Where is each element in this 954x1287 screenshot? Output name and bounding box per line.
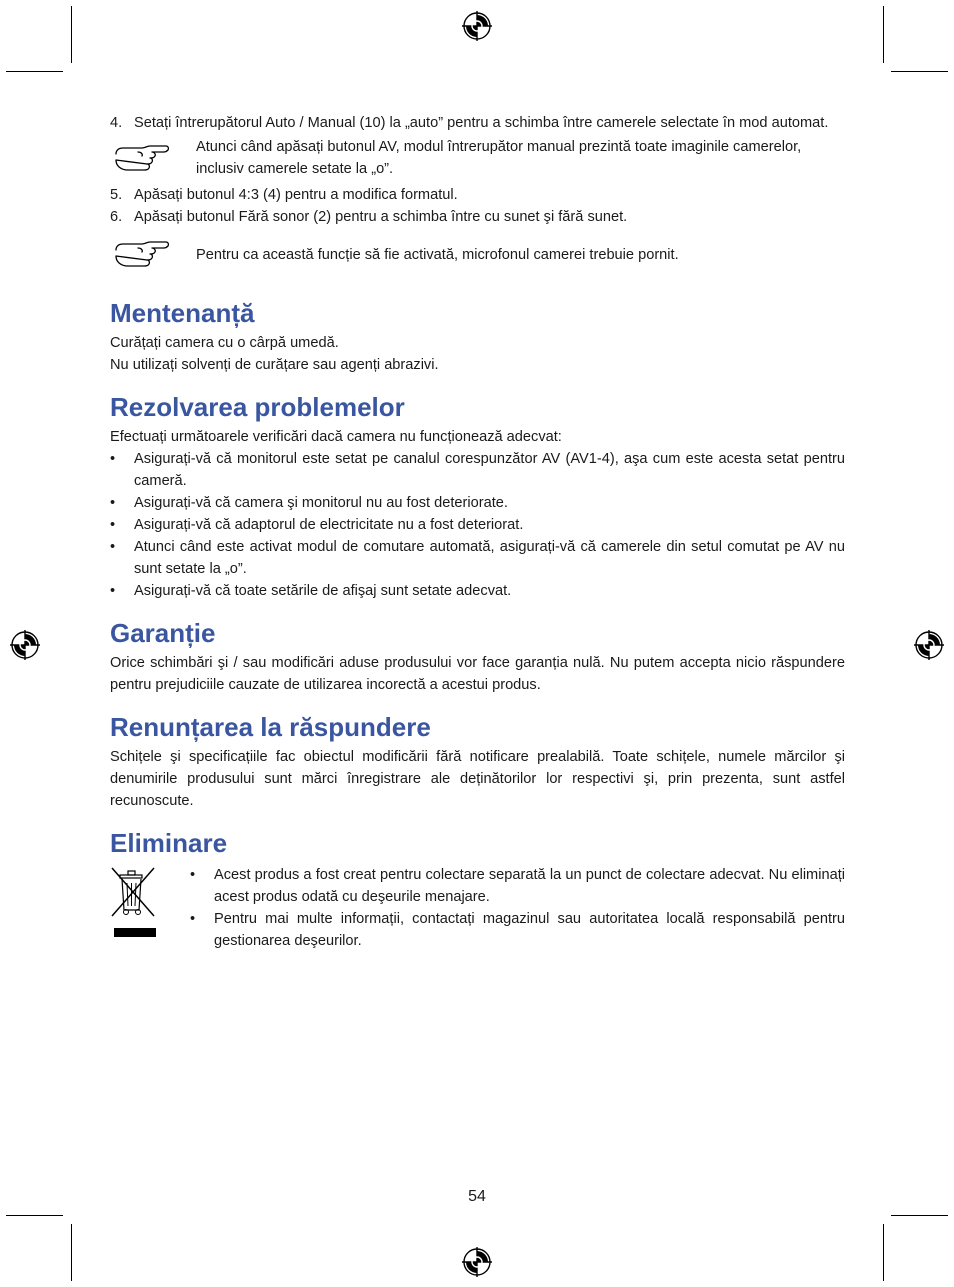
crop-mark bbox=[6, 1215, 63, 1216]
bullet-mark: • bbox=[110, 583, 116, 599]
step-text: Setați întrerupătorul Auto / Manual (10) la „auto” pentru a schimba între camerele selectate în mod automat. bbox=[134, 115, 829, 131]
crop-mark bbox=[891, 1215, 948, 1216]
list-item bbox=[110, 112, 845, 134]
list-item: • Asigurați-vă că toate setările de afişaj sunt setate adecvat. bbox=[110, 580, 845, 602]
step-number: 6. bbox=[110, 209, 123, 225]
crop-mark bbox=[71, 1224, 72, 1281]
crossed-bin-icon bbox=[110, 866, 158, 940]
steps-list bbox=[110, 112, 845, 134]
note-block bbox=[110, 136, 845, 180]
bullet-mark: • bbox=[110, 451, 116, 467]
step-number: 5. bbox=[110, 187, 123, 203]
troubleshooting-intro: Efectuați următoarele verificări dacă camera nu funcționează adecvat: bbox=[110, 429, 562, 445]
note-block bbox=[110, 242, 845, 268]
pointing-hand-icon bbox=[112, 236, 170, 270]
note-text: Pentru ca această funcție să fie activată, microfonul camerei trebuie pornit. bbox=[196, 247, 679, 263]
crop-mark bbox=[71, 6, 72, 63]
heading-troubleshooting: Rezolvarea problemelor bbox=[110, 392, 405, 422]
disclaimer-text: Schițele şi specificațiile fac obiectul modificării fără notificare prealabilă. Toate schițele, numele mărcilor şi denumirile produsului sunt mărci înregistrare ale deținătorilor lor respectivi şi, prin prezenta, sunt astfel recunoscute. bbox=[110, 749, 845, 809]
troubleshooting-list bbox=[110, 448, 845, 602]
maintenance-line: Curățați camera cu o cârpă umedă. bbox=[110, 335, 339, 351]
crop-mark bbox=[883, 1224, 884, 1281]
steps-list bbox=[110, 184, 845, 228]
bullet-mark: • bbox=[110, 517, 116, 533]
maintenance-line: Nu utilizați solvenți de curățare sau agenți abrazivi. bbox=[110, 357, 439, 373]
note-text: Atunci când apăsați butonul AV, modul întrerupător manual prezintă toate imaginile camerelor, inclusiv camerele setate la „o”. bbox=[196, 139, 802, 177]
registration-mark-icon bbox=[461, 10, 493, 42]
step-text: Apăsați butonul 4:3 (4) pentru a modifica formatul. bbox=[134, 187, 458, 203]
list-item: • Asigurați-vă că monitorul este setat pe canalul corespunzător AV (AV1-4), aşa cum este acesta setat pentru cameră. bbox=[110, 448, 845, 492]
disposal-block bbox=[110, 864, 845, 952]
registration-mark-icon bbox=[9, 629, 41, 661]
list-item bbox=[110, 206, 845, 228]
list-item: • Pentru mai multe informații, contactați magazinul sau autoritatea locală responsabilă pentru gestionarea deşeurilor. bbox=[190, 908, 845, 952]
list-item: • Asigurați-vă că adaptorul de electricitate nu a fost deteriorat. bbox=[110, 514, 845, 536]
page-number: 54 bbox=[468, 1188, 486, 1205]
heading-disclaimer: Renunțarea la răspundere bbox=[110, 712, 431, 742]
crop-mark bbox=[883, 6, 884, 63]
step-number: 4. bbox=[110, 115, 123, 131]
list-item: • Atunci când este activat modul de comutare automată, asigurați-vă că camerele din setul comutat pe AV nu sunt setate la „o”. bbox=[110, 536, 845, 580]
heading-maintenance: Mentenanță bbox=[110, 298, 255, 328]
list-item bbox=[110, 184, 845, 206]
step-text: Apăsați butonul Fără sonor (2) pentru a schimba între cu sunet şi fără sunet. bbox=[134, 209, 628, 225]
pointing-hand-icon bbox=[112, 140, 170, 174]
list-item: • Acest produs a fost creat pentru colectare separată la un punct de colectare adecvat. Nu eliminați acest produs odată cu deşeurile menajare. bbox=[190, 864, 845, 908]
bullet-mark: • bbox=[190, 911, 196, 927]
heading-disposal: Eliminare bbox=[110, 828, 228, 858]
bullet-mark: • bbox=[190, 867, 196, 883]
crop-mark bbox=[6, 71, 63, 72]
crop-mark bbox=[891, 71, 948, 72]
bullet-mark: • bbox=[110, 495, 116, 511]
heading-warranty: Garanție bbox=[110, 618, 216, 648]
warranty-text: Orice schimbări şi / sau modificări aduse produsului vor face garanția nulă. Nu putem accepta nicio răspundere pentru prejudiciile cauzate de utilizarea incorectă a acestui produs. bbox=[110, 655, 845, 693]
registration-mark-icon bbox=[461, 1246, 493, 1278]
bullet-mark: • bbox=[110, 539, 116, 555]
disposal-list bbox=[190, 864, 845, 952]
main-content bbox=[110, 112, 845, 952]
list-item: • Asigurați-vă că camera şi monitorul nu au fost deteriorate. bbox=[110, 492, 845, 514]
registration-mark-icon bbox=[913, 629, 945, 661]
